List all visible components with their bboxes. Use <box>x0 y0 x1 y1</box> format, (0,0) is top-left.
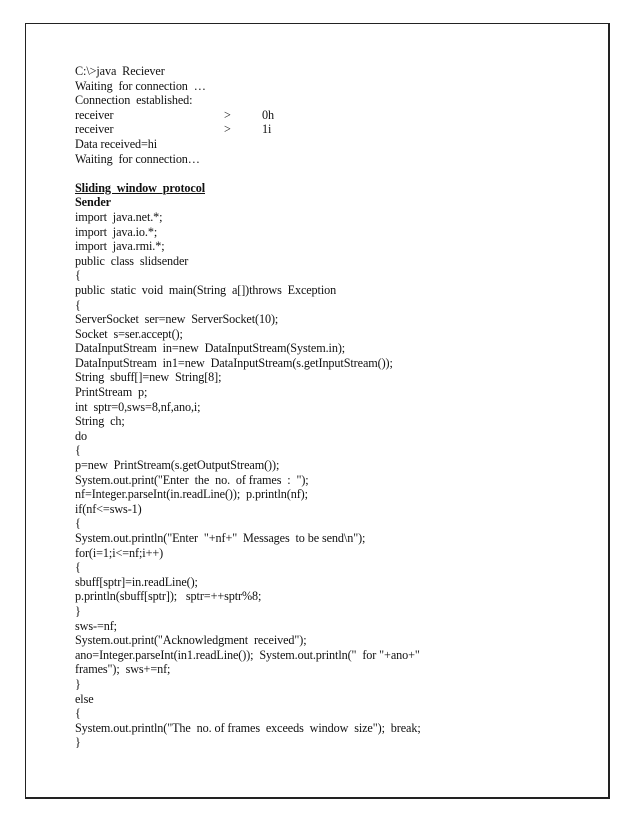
code-line: import java.rmi.*; <box>75 239 165 254</box>
code-line: String sbuff[]=new String[8]; <box>75 370 222 385</box>
receiver-value: 0h <box>262 107 274 122</box>
code-line: PrintStream p; <box>75 385 148 400</box>
code-line: public class slidsender <box>75 253 189 268</box>
code-line: System.out.println("The no. of frames exceeds window size"); break; <box>75 720 421 735</box>
code-line: ServerSocket ser=new ServerSocket(10); <box>75 312 279 327</box>
code-line: { <box>75 443 81 458</box>
code-block <box>75 210 595 750</box>
code-line: System.out.println("Enter "+nf+" Messages to be send\n"); <box>75 531 366 545</box>
code-line: { <box>75 297 81 312</box>
code-line: if(nf<=sws-1) <box>75 501 142 516</box>
code-line: Socket s=ser.accept(); <box>75 326 183 341</box>
code-line: System.out.print("Enter the no. of frames : "); <box>75 472 309 487</box>
code-line: do <box>75 428 87 443</box>
code-line: int sptr=0,sws=8,nf,ano,i; <box>75 399 201 414</box>
console-line-established: Connection established: <box>75 93 193 108</box>
code-line: DataInputStream in=new DataInputStream(System.in); <box>75 341 346 356</box>
code-line: } <box>75 676 81 691</box>
code-line: { <box>75 706 81 721</box>
section-title: Sliding window protocol <box>75 180 206 195</box>
code-line: for(i=1;i<=nf;i++) <box>75 545 164 560</box>
code-line: System.out.print("Acknowledgment received"); <box>75 633 307 648</box>
code-line: { <box>75 516 81 531</box>
receiver-label: receiver <box>75 107 114 122</box>
receiver-arrow: > <box>224 122 231 137</box>
document-body <box>75 64 595 750</box>
code-line: p.println(sbuff[sptr]); sptr=++sptr%8; <box>75 589 262 604</box>
code-line: frames"); sws+=nf; <box>75 662 171 677</box>
code-line: } <box>75 735 81 750</box>
console-receiver-row <box>75 122 595 137</box>
console-line-waiting: Waiting for connection … <box>75 78 206 93</box>
console-receiver-row <box>75 108 595 123</box>
code-line: nf=Integer.parseInt(in.readLine()); p.println(nf); <box>75 487 308 502</box>
spacer <box>75 166 595 181</box>
receiver-value: 1i <box>262 122 272 137</box>
code-line: String ch; <box>75 414 125 429</box>
code-line: sbuff[sptr]=in.readLine(); <box>75 574 198 589</box>
code-line: sws-=nf; <box>75 618 117 633</box>
receiver-label: receiver <box>75 122 114 137</box>
console-line-waiting-again: Waiting for connection… <box>75 151 200 166</box>
code-line: p=new PrintStream(s.getOutputStream()); <box>75 458 280 473</box>
receiver-arrow: > <box>224 107 231 122</box>
code-line: else <box>75 691 94 706</box>
console-line-data-received: Data received=hi <box>75 136 158 151</box>
code-line: { <box>75 560 81 575</box>
section-subtitle: Sender <box>75 195 111 210</box>
code-line: DataInputStream in1=new DataInputStream(s.getInputStream()); <box>75 355 393 370</box>
code-line: { <box>75 268 81 283</box>
code-line: import java.net.*; <box>75 209 163 224</box>
code-line: import java.io.*; <box>75 224 158 239</box>
code-line: ano=Integer.parseInt(in1.readLine()); System.out.println(" for "+ano+" <box>75 647 420 662</box>
console-line-command: C:\>java Reciever <box>75 64 165 78</box>
code-line: } <box>75 603 81 618</box>
code-line: public static void main(String a[])throws Exception <box>75 282 337 297</box>
